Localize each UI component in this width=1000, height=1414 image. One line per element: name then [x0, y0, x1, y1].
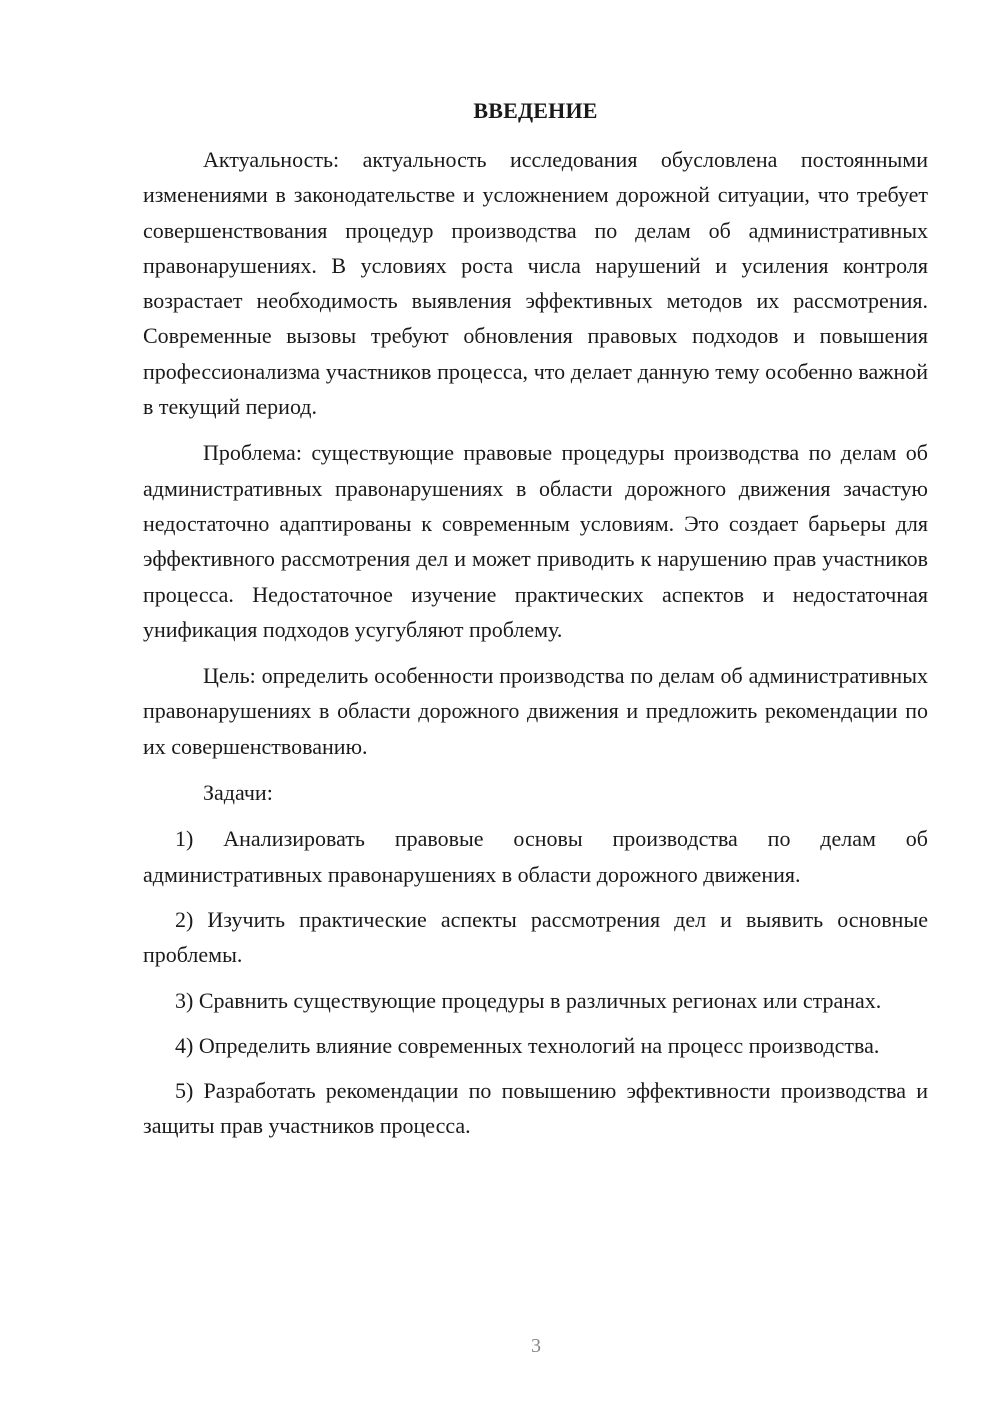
- tasks-list: [143, 821, 928, 1143]
- section-title: ВВЕДЕНИЕ: [473, 98, 598, 123]
- task-item: 5) Разработать рекомендации по повышению эффективности производства и защиты прав участников процесса.: [143, 1078, 928, 1139]
- task-item: 4) Определить влияние современных технологий на процесс производства.: [175, 1032, 880, 1058]
- paragraph-problem: Проблема: существующие правовые процедуры производства по делам об административных правонарушениях в области дорожного движения зачастую недостаточно адаптированы к современным условиям. Это создает барьеры для эффективного рассмотрения дел и может приводить к нарушению прав участников процесса. Недостаточное изучение практических аспектов и недостаточная унификация подходов усугубляют проблему.: [143, 440, 928, 642]
- task-item: 2) Изучить практические аспекты рассмотрения дел и выявить основные проблемы.: [143, 906, 928, 968]
- tasks-label: Задачи:: [203, 780, 273, 806]
- document-page: [143, 96, 928, 1144]
- task-item: 3) Сравнить существующие процедуры в различных регионах или странах.: [175, 987, 882, 1013]
- paragraph-goal: Цель: определить особенности производства по делам об административных правонарушениях в области дорожного движения и предложить рекомендации по их совершенствованию.: [143, 663, 928, 759]
- paragraph-relevance: Актуальность: актуальность исследования обусловлена постоянными изменениями в законодательстве и усложнением дорожной ситуации, что требует совершенствования процедур производства по делам об административных правонарушениях. В условиях роста числа нарушений и усиления контроля возрастает необходимость выявления эффективных методов их рассмотрения. Современные вызовы требуют обновления правовых подходов и повышения профессионализма участников процесса, что делает данную тему особенно важной в текущий период.: [143, 147, 928, 420]
- task-item: 1) Анализировать правовые основы производства по делам об административных правонарушениях в области дорожного движения.: [143, 826, 928, 887]
- page-number: 3: [531, 1335, 541, 1357]
